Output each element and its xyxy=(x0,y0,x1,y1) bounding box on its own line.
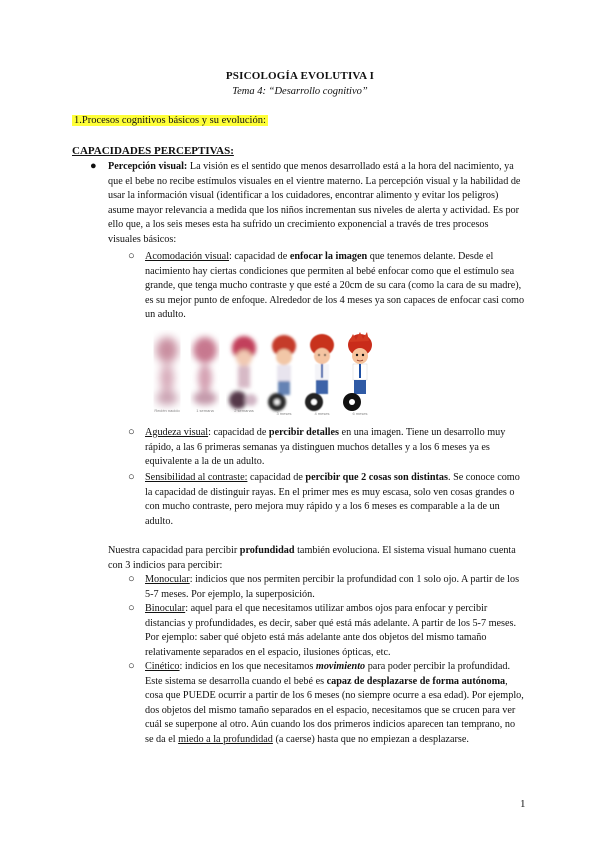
caption-2weeks: 2 semanas xyxy=(234,408,254,413)
stage-3months-image xyxy=(268,335,296,411)
agudeza-term: Agudeza visual xyxy=(145,427,209,438)
agudeza-bold: percibir detalles xyxy=(268,427,339,438)
percepcion-term: Percepción visual: xyxy=(108,161,188,172)
sensibilidad-term: Sensibilidad al contraste: xyxy=(145,472,248,483)
document-title: PSICOLOGÍA EVOLUTIVA I xyxy=(225,70,375,82)
stage-6months-image xyxy=(343,332,372,411)
percepcion-text: La visión es el sentido que menos desarrollado está a la hora del nacimiento, ya que el bebe no recibe estímulos visuales en el vientre materno. La percepción visual y la habilidad de usar la información visual (identificar a los cuidadores, encontrar alimento y evitar los peligros) asume mayor relevancia a medida que los niños incrementan sus niveles de alerta y actividad. Es por ello que, a los seis meses esta ha sufrido un crecimiento exponencial a través de tres procesos visuales básicos: xyxy=(108,161,521,245)
stage-1week-image xyxy=(193,337,217,405)
sensibilidad-pre: capacidad de xyxy=(247,472,306,483)
sensibilidad-bold: percibir que 2 cosas son distintas xyxy=(305,472,448,483)
monocular-paragraph xyxy=(145,573,525,602)
percepcion-paragraph xyxy=(108,160,522,248)
sensibilidad-text: . Se conoce como la capacidad de distinguir rayas. En el primer mes es muy escasa, solo ven cosas grandes o con mucho contraste, pero mejora muy rápido y a los 6 meses es comparable a la de un adulto. xyxy=(145,472,520,527)
binocular-text: : aquel para el que necesitamos utilizar ambos ojos para enfocar y percibir distancias y profundidades, es decir, saber qué está más adelante. A partir de los 5-7 meses. Por ejemplo: saber qué objeto está más adelante ante dos objetos del mismo tamaño relativamente separados en el espacio, ilusiones ópticas, etc. xyxy=(145,603,517,658)
caps-heading: CAPACIDADES PERCEPTIVAS: xyxy=(72,145,234,157)
cinetico-end: (a caerse) hasta que no empiezan a desplazarse. xyxy=(272,733,469,745)
cinetico-bold2: capaz de desplazarse de forma autónoma xyxy=(326,675,506,687)
agudeza-text: en una imagen. Tiene un desarrollo muy rápido, a las 6 primeras semanas ya distinguen muchos detalles y a los 6 meses ya es equivalente a la de un adulto. xyxy=(145,427,506,468)
stage-newborn-image xyxy=(156,337,178,405)
caption-3months: 3 meses xyxy=(276,411,292,416)
cinetico-mid2: , cosa que PUEDE ocurrir a partir de los 6 meses (no siempre ocurre a esa edad). Por ejemplo, dos objetos del mismo tamaño separados en el espacio, necesitamos que se crucen para ver cuál se superpone al otro. Aún cuando los dos primeros indicios aparecen tan temprano, no se da el xyxy=(145,675,524,745)
agudeza-pre: : capacidad de xyxy=(208,427,269,438)
profundidad-pre: Nuestra capacidad para percibir xyxy=(108,545,240,556)
stage-2weeks-image xyxy=(229,336,257,409)
circle-bullet: ○ xyxy=(128,660,135,672)
binocular-term: Binocular xyxy=(145,603,186,614)
cinetico-paragraph xyxy=(145,660,525,748)
monocular-term: Monocular xyxy=(145,574,190,585)
acomodacion-bold: enfocar la imagen xyxy=(289,251,368,262)
monocular-text: : indicios que nos permiten percibir la profundidad con 1 solo ojo. A partir de los 5-7 meses. Por ejemplo, la superposición. xyxy=(145,574,520,600)
document-subtitle: Tema 4: “Desarrollo cognitivo” xyxy=(232,86,368,97)
stage-4months-image xyxy=(305,334,334,411)
circle-bullet: ○ xyxy=(128,471,135,483)
acomodacion-text: que tenemos delante. Desde el nacimiento hay ciertas condiciones que permiten al bebé enfocar como que el estímulo sea grande, que tenga mucho contraste y que esté a 20cm de su cara (como la cara de su madre), es su mejor punto de enfoque. Alrededor de los 4 meses ya son capaces de enfocar casi como un adulto. xyxy=(145,251,525,321)
cinetico-term: Cinético xyxy=(145,661,180,672)
caption-6months: 6 meses xyxy=(352,411,368,416)
circle-bullet: ○ xyxy=(128,602,135,614)
acomodacion-paragraph xyxy=(145,250,525,323)
acomodacion-term: Acomodación visual xyxy=(145,251,230,262)
sensibilidad-paragraph xyxy=(145,471,525,529)
caption-newborn: Recién nacido xyxy=(154,408,180,413)
vision-development-figure xyxy=(150,330,375,416)
circle-bullet: ○ xyxy=(128,426,135,438)
page-number: 1 xyxy=(520,798,526,810)
cinetico-underline: miedo a la profundidad xyxy=(178,733,273,745)
agudeza-paragraph xyxy=(145,426,525,470)
caption-1week: 1 semana xyxy=(196,408,214,413)
binocular-paragraph xyxy=(145,602,525,660)
cinetico-pre: : indicios en los que necesitamos xyxy=(179,661,316,672)
cinetico-mid1: para poder percibir la profundidad. Este sistema se desarrolla cuando el bebé es xyxy=(145,661,510,687)
caption-4months: 4 meses xyxy=(314,411,330,416)
acomodacion-pre: : capacidad de xyxy=(229,251,290,262)
profundidad-text: también evoluciona. El sistema visual humano cuenta con 3 indicios para percibir: xyxy=(108,545,516,571)
bullet-dot: ● xyxy=(90,160,97,172)
profundidad-paragraph xyxy=(108,544,524,573)
cinetico-bold1: movimiento xyxy=(315,661,366,672)
circle-bullet: ○ xyxy=(128,573,135,585)
profundidad-bold: profundidad xyxy=(239,545,295,556)
section-heading: 1.Procesos cognitivos básicos y su evolución: xyxy=(74,115,266,126)
circle-bullet: ○ xyxy=(128,250,135,262)
